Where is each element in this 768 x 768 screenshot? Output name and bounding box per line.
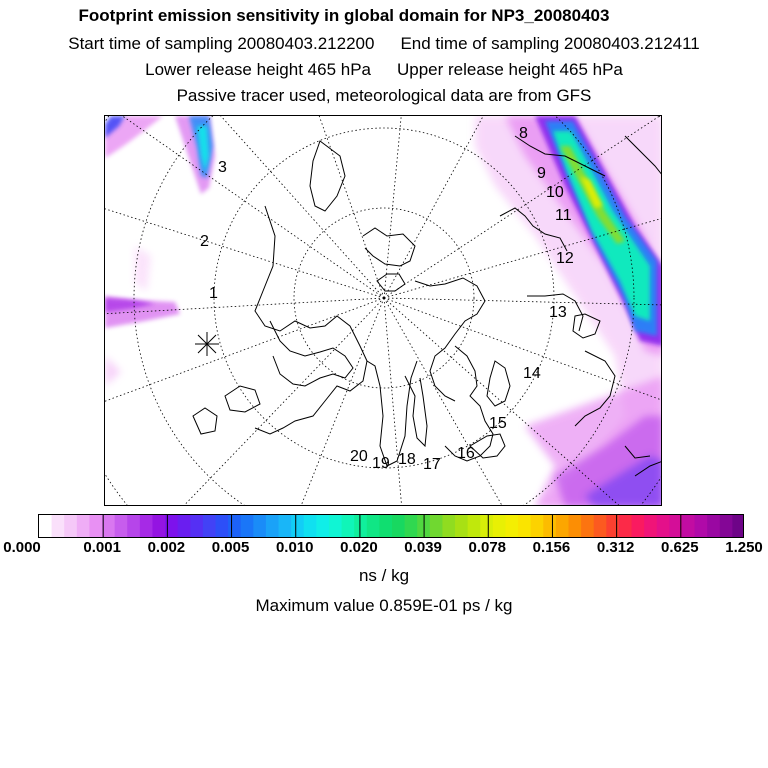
colorbar-swatch <box>190 515 203 538</box>
colorbar-swatch <box>329 515 342 538</box>
release-point-marker <box>195 332 219 356</box>
trajectory-label: 2 <box>200 233 209 250</box>
colorbar-swatch <box>720 515 733 538</box>
colorbar-swatch <box>279 515 292 538</box>
colorbar-swatch <box>367 515 380 538</box>
colorbar-tick-label: 0.002 <box>147 539 186 556</box>
colorbar-tick-label: 0.020 <box>340 539 378 556</box>
colorbar-tick-label: 0.005 <box>211 539 250 556</box>
colorbar-swatch <box>203 515 216 538</box>
colorbar-swatch <box>304 515 317 538</box>
colorbar-swatch <box>606 515 619 538</box>
colorbar-swatch <box>581 515 594 538</box>
max-value-label: Maximum value 0.859E-01 ps / kg <box>255 596 513 615</box>
upper-height-label: Upper release height 465 hPa <box>397 60 623 79</box>
colorbar-swatch <box>127 515 140 538</box>
colorbar-swatch <box>543 515 556 538</box>
colorbar-swatch <box>140 515 153 538</box>
colorbar-swatch <box>316 515 329 538</box>
release-height-line <box>0 60 768 80</box>
colorbar-swatches <box>39 515 744 538</box>
colorbar-tick-label: 0.312 <box>596 539 635 556</box>
colorbar-tick-label: 0.000 <box>3 539 41 556</box>
colorbar-swatch <box>291 515 304 538</box>
colorbar-ticks <box>0 539 768 559</box>
colorbar-swatch <box>379 515 392 538</box>
units-label: ns / kg <box>358 566 410 585</box>
colorbar-swatch <box>695 515 708 538</box>
trajectory-label: 20 <box>350 448 368 465</box>
colorbar-swatch <box>480 515 493 538</box>
colorbar-swatch <box>518 515 531 538</box>
sampling-time-line <box>0 34 768 54</box>
colorbar-swatch <box>493 515 506 538</box>
colorbar-swatch <box>405 515 418 538</box>
trajectory-label: 9 <box>537 165 546 182</box>
trajectory-label: 3 <box>218 159 227 176</box>
colorbar-swatch <box>39 515 52 538</box>
colorbar-swatch <box>178 515 191 538</box>
trajectory-label: 11 <box>555 207 572 224</box>
colorbar-swatch <box>52 515 65 538</box>
trajectory-label: 19 <box>372 455 390 472</box>
colorbar-swatch <box>342 515 355 538</box>
tracer-note: Passive tracer used, meteorological data are from GFS <box>176 86 592 105</box>
colorbar-swatch <box>152 515 165 538</box>
colorbar-swatch <box>266 515 279 538</box>
trajectory-label: 17 <box>423 456 441 473</box>
trajectory-label: 16 <box>457 445 475 462</box>
colorbar-swatch <box>569 515 582 538</box>
lower-height-label: Lower release height 465 hPa <box>145 60 371 79</box>
colorbar-swatch <box>64 515 77 538</box>
colorbar-tick-label: 0.078 <box>468 539 507 556</box>
colorbar-swatch <box>354 515 367 538</box>
colorbar-swatch <box>455 515 468 538</box>
trajectory-label: 12 <box>556 250 574 267</box>
colorbar-tick-label: 1.250 <box>725 539 763 556</box>
colorbar-tick-label: 0.039 <box>404 539 442 556</box>
colorbar-swatch <box>468 515 481 538</box>
colorbar-swatch <box>644 515 657 538</box>
colorbar-tick-label: 0.010 <box>275 539 314 556</box>
colorbar-swatch <box>89 515 102 538</box>
trajectory-label: 15 <box>489 415 507 432</box>
colorbar-swatch <box>442 515 455 538</box>
polar-map <box>105 116 662 506</box>
colorbar-swatch <box>392 515 405 538</box>
end-time-label: End time of sampling 20080403.212411 <box>400 34 700 53</box>
colorbar-swatch <box>102 515 115 538</box>
trajectory-label: 8 <box>519 125 528 142</box>
colorbar-swatch <box>619 515 632 538</box>
colorbar-swatch <box>115 515 128 538</box>
colorbar-tick-label: 0.625 <box>661 539 699 556</box>
start-time-label: Start time of sampling 20080403.212200 <box>68 34 375 53</box>
colorbar-swatch <box>556 515 569 538</box>
colorbar-swatch <box>632 515 645 538</box>
colorbar-swatch <box>228 515 241 538</box>
colorbar-swatch <box>430 515 443 538</box>
colorbar-swatch <box>253 515 266 538</box>
trajectory-label: 18 <box>398 451 416 468</box>
colorbar-tick-label: 0.156 <box>532 539 571 556</box>
map-panel <box>104 115 662 506</box>
chart-title: Footprint emission sensitivity in global domain for NP3_20080403 <box>78 6 610 25</box>
colorbar <box>38 514 744 538</box>
colorbar-swatch <box>707 515 720 538</box>
colorbar-swatch <box>241 515 254 538</box>
trajectory-label: 1 <box>209 285 218 302</box>
colorbar-swatch <box>531 515 544 538</box>
footprint-plume-northwest <box>105 116 215 386</box>
colorbar-swatch <box>505 515 518 538</box>
colorbar-swatch <box>77 515 90 538</box>
colorbar-swatch <box>732 515 744 538</box>
trajectory-label: 10 <box>546 184 564 201</box>
colorbar-swatch <box>216 515 229 538</box>
colorbar-swatch <box>682 515 695 538</box>
colorbar-swatch <box>594 515 607 538</box>
trajectory-label: 14 <box>523 365 541 382</box>
trajectory-label: 13 <box>549 304 567 321</box>
colorbar-tick-label: 0.001 <box>83 539 121 556</box>
colorbar-swatch <box>657 515 670 538</box>
